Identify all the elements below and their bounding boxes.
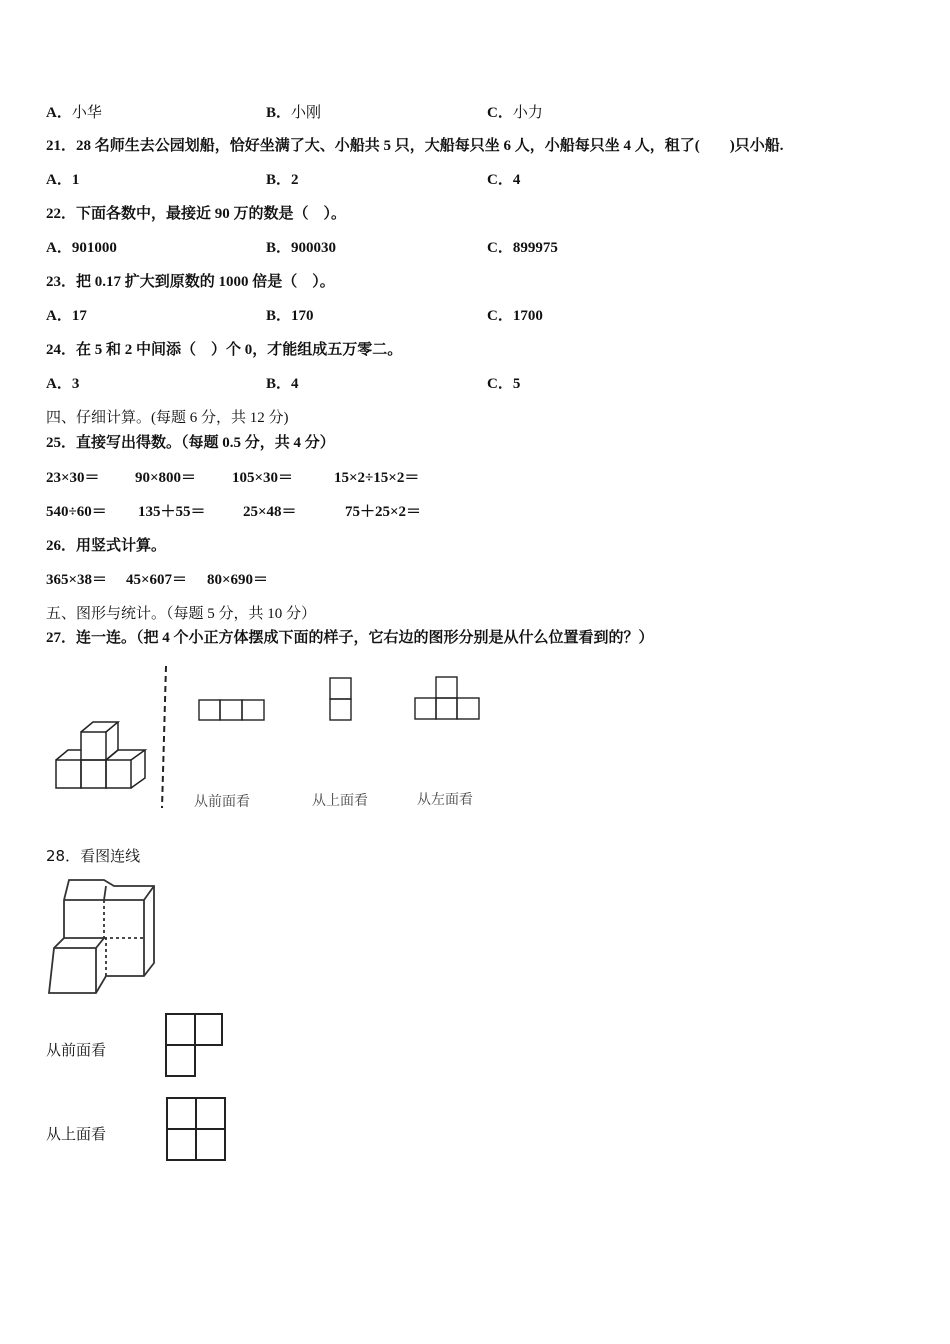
- q21-option-c: C．4: [487, 172, 521, 188]
- q20-option-b: B．小刚: [266, 103, 322, 121]
- q28-label-front: 从前面看: [46, 1041, 107, 1059]
- q24-option-a: A．3: [46, 376, 80, 392]
- caption-top-view: 从上面看: [312, 793, 368, 809]
- q21-option-a: A．1: [46, 172, 80, 188]
- q25-expr: 23×30＝: [46, 470, 100, 486]
- q28-top-view-shape: [163, 1094, 229, 1164]
- q23-option-c: C．1700: [487, 308, 543, 324]
- caption-front-view: 从前面看: [194, 794, 250, 810]
- section-4-title: 四、仔细计算。(每题 6 分，共 12 分): [46, 410, 289, 426]
- q20-option-c: C．小力: [487, 103, 543, 121]
- q25-expr: 540÷60＝: [46, 504, 107, 520]
- section-5-title: 五、图形与统计。（每题 5 分，共 10 分）: [46, 606, 317, 622]
- q25-expr: 105×30＝: [232, 470, 294, 486]
- q24-text: 24．在 5 和 2 中间添（ ）个 0，才能组成五万零二。: [46, 342, 403, 358]
- q25-expr: 15×2÷15×2＝: [334, 470, 420, 486]
- q25-expr: 135＋55＝: [138, 504, 206, 520]
- q21-text: 21．28 名师生去公园划船，恰好坐满了大、小船共 5 只，大船每只坐 6 人，小船每只坐 4 人，租了( )只小船.: [46, 138, 784, 154]
- q22-text: 22．下面各数中，最接近 90 万的数是（ ）。: [46, 206, 347, 222]
- q24-option-b: B．4: [266, 376, 299, 392]
- q27-text: 27．连一连。（把 4 个小正方体摆成下面的样子，它右边的图形分别是从什么位置看到的？）: [46, 630, 654, 646]
- view-t-shape: [415, 677, 479, 719]
- q22-option-c: C．899975: [487, 240, 558, 256]
- divider-line: [162, 666, 166, 808]
- q26-expr: 80×690＝: [207, 572, 269, 588]
- q22-option-a: A．901000: [46, 240, 117, 256]
- q24-option-c: C．5: [487, 376, 521, 392]
- q22-option-b: B．900030: [266, 240, 337, 256]
- view-two-stacked: [330, 678, 351, 720]
- cube-stack-drawing: [56, 722, 145, 788]
- q26-text: 26．用竖式计算。: [46, 538, 167, 554]
- q25-expr: 75＋25×2＝: [345, 504, 422, 520]
- q20-option-a: A．小华: [46, 103, 102, 121]
- q26-expr: 45×607＝: [126, 572, 188, 588]
- q23-option-b: B．170: [266, 308, 314, 324]
- q26-expr: 365×38＝: [46, 572, 108, 588]
- view-three-in-row: [199, 700, 264, 720]
- q23-text: 23．把 0.17 扩大到原数的 1000 倍是（ ）。: [46, 274, 335, 290]
- q25-expr: 25×48＝: [243, 504, 297, 520]
- q28-solid-figure: [44, 878, 159, 998]
- q25-text: 25．直接写出得数。（每题 0.5 分，共 4 分）: [46, 435, 335, 451]
- q21-option-b: B．2: [266, 172, 299, 188]
- q28-label-top: 从上面看: [46, 1125, 107, 1143]
- q23-option-a: A．17: [46, 308, 87, 324]
- caption-left-view: 从左面看: [417, 792, 473, 808]
- q25-expr: 90×800＝: [135, 470, 197, 486]
- q28-front-view-shape: [162, 1010, 226, 1080]
- q28-text: 28．看图连线: [46, 847, 141, 865]
